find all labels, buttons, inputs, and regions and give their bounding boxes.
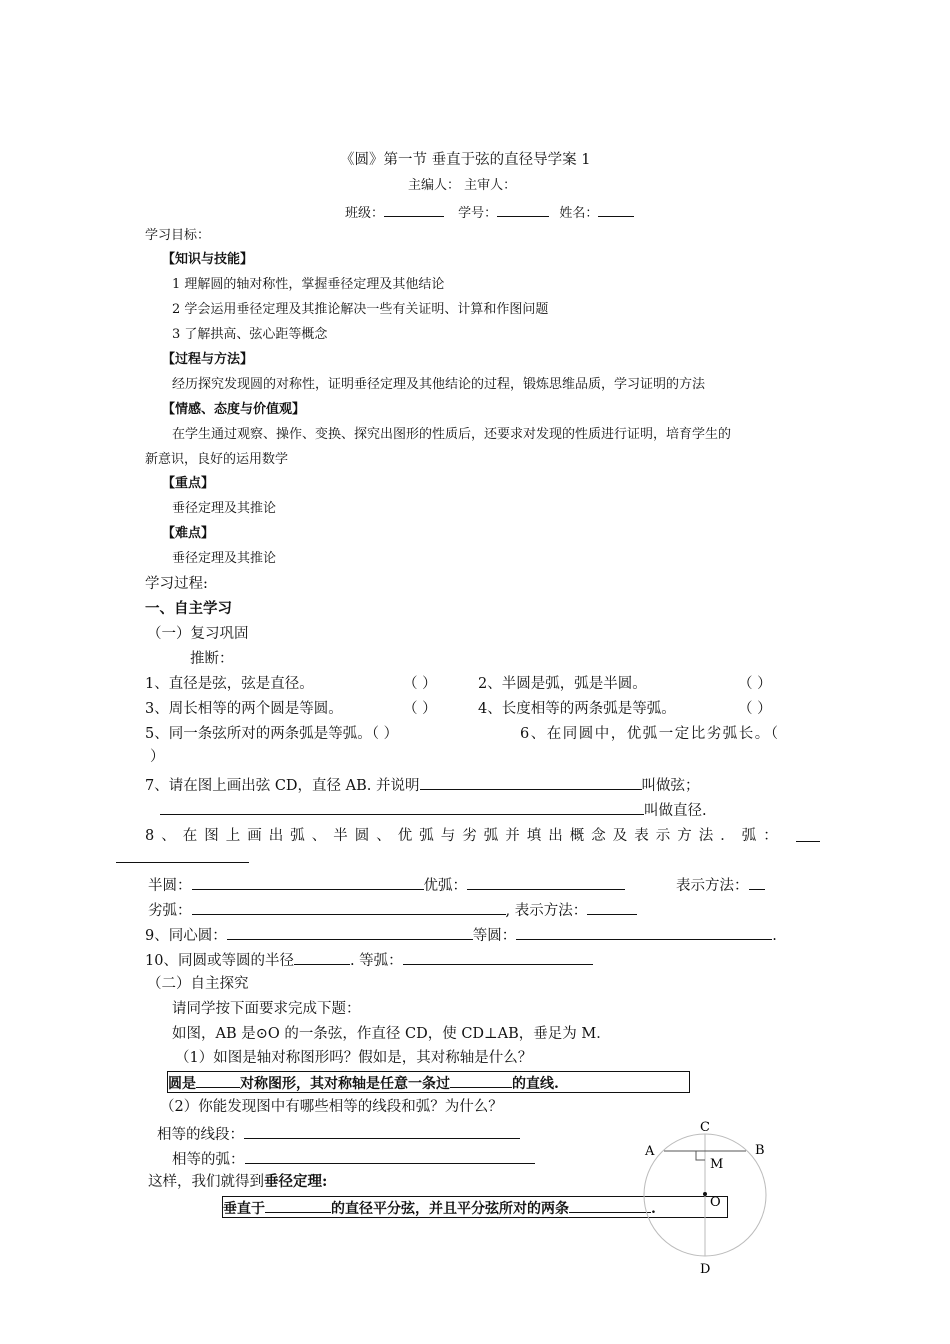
label-a: A	[645, 1144, 655, 1159]
circle-figure	[630, 1110, 790, 1290]
label-m: M	[710, 1157, 724, 1172]
question-3: 3、周长相等的两个圆是等圆。	[145, 701, 343, 717]
theorem-name: 垂径定理:	[264, 1173, 328, 1190]
symmetry-blank-2	[450, 1072, 512, 1088]
instruction-text: 请同学按下面要求完成下题：	[172, 1001, 361, 1017]
symmetry-text-b: 对称图形，其对称轴是任意一条过	[240, 1076, 450, 1092]
question-1: 1、直径是弦，弦是直径。	[145, 676, 314, 692]
knowledge-3: 3 了解拱高、弦心距等概念	[172, 327, 328, 342]
representation-1	[676, 874, 765, 896]
theorem-text-b: 的直径平分弦，并且平分弦所对的两条	[331, 1201, 569, 1217]
major-arc-label: 优弧：	[423, 878, 467, 894]
label-c: C	[700, 1120, 710, 1135]
class-blank	[384, 201, 444, 217]
key-point-title: 【重点】	[162, 476, 215, 491]
chord-definition-blank	[420, 774, 642, 790]
difficulty-text: 垂径定理及其推论	[172, 551, 277, 566]
sub-question-1: （1）如图是轴对称图形吗？假如是，其对称轴是什么？	[175, 1050, 533, 1066]
question-2: 2、半圆是弧，弧是半圆。	[478, 676, 647, 692]
process-1: 经历探究发现圆的对称性，证明垂径定理及其他结论的过程，锻炼思维品质，学习证明的方法	[172, 377, 706, 392]
equal-arc-label: . 等弧：	[349, 953, 403, 969]
question-7-line1	[145, 774, 700, 796]
equal-segments-blank	[244, 1123, 520, 1139]
key-point-text: 垂径定理及其推论	[172, 501, 277, 516]
emotion-2: 新意识，良好的运用数学	[145, 452, 289, 467]
knowledge-1: 1 理解圆的轴对称性，掌握垂径定理及其他结论	[172, 277, 445, 292]
diameter-definition-blank	[160, 799, 644, 815]
equal-arc-blank	[403, 949, 593, 965]
process-title: 【过程与方法】	[162, 352, 254, 367]
equal-segments-label: 相等的线段：	[157, 1127, 244, 1143]
concentric-blank	[227, 924, 473, 940]
symmetry-blank-1	[196, 1072, 240, 1088]
question-9-line	[145, 924, 777, 946]
representation-1-blank	[749, 874, 765, 890]
concentric-label: 9、同心圆：	[145, 928, 227, 944]
emotion-1: 在学生通过观察、操作、变换、探究出图形的性质后，还要求对发现的性质进行证明，培育学生的	[172, 427, 732, 442]
right-angle-mark	[696, 1151, 705, 1160]
symmetry-answer-box	[167, 1071, 690, 1093]
label-o: O	[710, 1195, 721, 1210]
representation-1-label: 表示方法：	[676, 878, 749, 894]
label-b: B	[755, 1143, 765, 1158]
major-arc-blank	[467, 874, 625, 890]
semicircle-label: 半圆：	[148, 878, 192, 894]
equal-arcs-line	[172, 1148, 535, 1170]
question-5: 5、同一条弦所对的两条弧是等弧。（ ）	[145, 726, 399, 742]
process-heading: 学习过程:	[145, 576, 208, 592]
figure-description: 如图，AB 是⊙O 的一条弦，作直径 CD，使 CD⊥AB，垂足为 M．	[172, 1026, 611, 1042]
knowledge-title: 【知识与技能】	[162, 252, 254, 267]
equal-arcs-label: 相等的弧：	[172, 1152, 245, 1168]
theorem-text-c: .	[651, 1201, 656, 1217]
question-2-paren: （ ）	[738, 676, 772, 692]
theorem-lead: 这样，我们就得到	[148, 1174, 264, 1190]
subsection-review: （一）复习巩固	[147, 626, 249, 642]
student-id-blank	[497, 201, 549, 217]
subsection-explore: （二）自主探究	[147, 976, 249, 992]
theorem-intro	[148, 1172, 327, 1192]
question-7-chord-tail: 叫做弦；	[641, 778, 700, 794]
representation-2-label: , 表示方法：	[505, 903, 588, 919]
question-1-paren: （ ）	[403, 676, 437, 692]
question-10-text: 10、同圆或等圆的半径	[145, 953, 294, 969]
arc-blank-end	[116, 862, 249, 863]
equal-segments-line	[157, 1123, 520, 1145]
section-1-title: 一、自主学习	[145, 600, 232, 617]
emotion-title: 【情感、态度与价值观】	[162, 402, 306, 417]
minor-arc-label: 劣弧：	[148, 903, 192, 919]
label-d: D	[700, 1262, 711, 1277]
minor-arc-line	[148, 899, 637, 921]
equal-arcs-blank	[245, 1148, 535, 1164]
question-4: 4、长度相等的两条弧是等弧。	[478, 701, 676, 717]
name-label: 姓名：	[559, 206, 599, 221]
question-3-paren: （ ）	[403, 701, 437, 717]
doc-title: 《圆》第一节 垂直于弦的直径导学案 1	[340, 152, 591, 168]
theorem-blank-1	[265, 1197, 331, 1213]
question-6: 6、在同圆中，优弧一定比劣弧长。（	[520, 726, 780, 742]
equal-circle-label: 等圆：	[472, 928, 517, 944]
center-point	[703, 1192, 707, 1196]
theorem-text-a: 垂直于	[223, 1201, 265, 1217]
goals-heading: 学习目标：	[145, 228, 211, 243]
class-label: 班级：	[345, 206, 385, 221]
student-id-label: 学号：	[458, 206, 498, 221]
minor-arc-blank	[192, 899, 506, 915]
question-10-line	[145, 949, 593, 971]
question-9-end: .	[772, 928, 777, 944]
symmetry-text-a: 圆是	[168, 1076, 196, 1092]
editors-line: 主编人： 主审人：	[408, 178, 517, 193]
radius-blank	[294, 949, 350, 965]
knowledge-2: 2 学会运用垂径定理及其推论解决一些有关证明、计算和作图问题	[172, 302, 549, 317]
sub-question-2: （2）你能发现图中有哪些相等的线段和弧？为什么？	[160, 1099, 503, 1115]
representation-2-blank	[587, 899, 637, 915]
semicircle-blank	[192, 874, 424, 890]
symmetry-text-c: 的直线.	[512, 1076, 559, 1092]
question-7-diameter-tail: 叫做直径.	[644, 803, 707, 819]
question-4-paren: （ ）	[738, 701, 772, 717]
question-6-close: ）	[150, 749, 165, 765]
question-7-line2	[160, 799, 707, 821]
difficulty-title: 【难点】	[162, 526, 215, 541]
arc-blank-start	[796, 826, 820, 848]
judge-label: 推断：	[190, 651, 234, 667]
semicircle-line	[148, 874, 625, 896]
equal-circle-blank	[516, 924, 772, 940]
question-7-text: 7、请在图上画出弦 CD，直径 AB. 并说明	[145, 778, 420, 794]
name-blank	[598, 201, 634, 217]
question-8: 8、在图上画出弧、半圆、优弧与劣弧并填出概念及表示方法．弧：	[145, 828, 785, 844]
class-info-line	[345, 201, 634, 224]
